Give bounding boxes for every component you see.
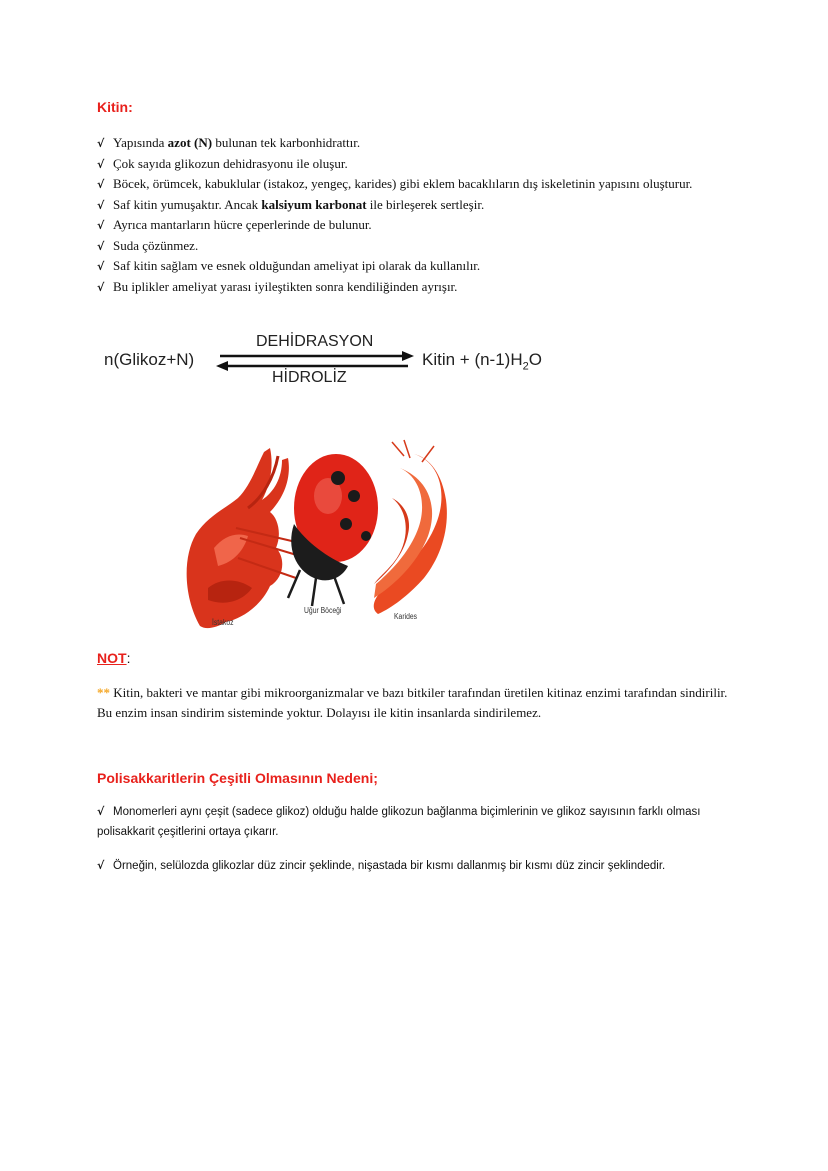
- lobster-icon: [187, 448, 300, 628]
- shrimp-caption: Karides: [394, 612, 418, 621]
- shrimp-icon: [374, 440, 447, 614]
- check-icon: √: [97, 859, 105, 872]
- bullet-text: Suda çözünmez.: [113, 237, 199, 253]
- check-icon: √: [97, 219, 105, 232]
- bullet-text: Böcek, örümcek, kabuklular (istakoz, yengeç, karides) gibi eklem bacaklıların dış iskeletinin yapısını oluşturur.: [113, 176, 693, 191]
- reaction-equation: [104, 328, 574, 398]
- check-icon: √: [97, 157, 105, 171]
- bullet-text: ile birleşerek sertleşir.: [366, 196, 485, 212]
- note-paragraph: [97, 683, 737, 723]
- polisakkarit-paragraph-2: [97, 856, 737, 876]
- note-heading: [97, 650, 130, 666]
- kitin-heading: Kitin:: [97, 99, 133, 115]
- polisakkarit-paragraph-1: [97, 802, 737, 842]
- list-item: [97, 215, 737, 236]
- list-item: [97, 236, 737, 257]
- paragraph-text: Örneğin, selülozda glikozlar düz zincir şeklinde, nişastada bir kısmı dallanmış bir kısmı düz zincir şeklindedir.: [113, 860, 666, 872]
- list-item: [97, 174, 737, 195]
- check-icon: √: [97, 239, 105, 253]
- equation-product: [422, 350, 542, 372]
- product-text-end: O: [528, 350, 542, 369]
- list-item: [97, 256, 737, 277]
- bullet-bold: kalsiyum karbonat: [261, 196, 367, 212]
- bullet-text: Ayrıca mantarların hücre çeperlerinde de bulunur.: [113, 217, 372, 232]
- arthropod-illustration: [178, 438, 456, 634]
- check-icon: √: [97, 137, 105, 150]
- list-item: [97, 133, 737, 154]
- check-icon: √: [97, 260, 105, 273]
- check-icon: √: [97, 280, 105, 294]
- bullet-text: bulunan tek karbonhidrattır.: [212, 135, 361, 150]
- ladybug-caption: Uğur Böceği: [304, 606, 342, 615]
- check-icon: √: [97, 178, 105, 191]
- note-title-text: NOT: [97, 650, 127, 666]
- polisakkarit-heading: Polisakkaritlerin Çeşitli Olmasının Nedeni;: [97, 770, 378, 786]
- list-item: [97, 195, 737, 216]
- asterisk-icon: **: [97, 685, 110, 700]
- lobster-caption: İstakoz: [212, 618, 234, 627]
- kitin-bullet-list: [97, 133, 737, 297]
- dehydration-label: DEHİDRASYON: [256, 333, 374, 350]
- product-subscript: 2: [522, 360, 529, 373]
- bullet-text: Saf kitin yumuşaktır. Ancak: [113, 196, 262, 212]
- paragraph-text: Monomerleri aynı çeşit (sadece glikoz) olduğu halde glikozun bağlanma biçimlerinin ve glikoz sayısının farklı olması polisakkarit çeşitlerini ortaya çıkarır.: [97, 806, 701, 838]
- bullet-text: Bu iplikler ameliyat yarası iyileştikten sonra kendiliğinden ayrışır.: [113, 278, 458, 294]
- note-colon: :: [126, 650, 131, 666]
- ladybug-icon: [288, 454, 378, 606]
- hydrolysis-label: HİDROLİZ: [272, 369, 347, 386]
- note-text: Kitin, bakteri ve mantar gibi mikroorganizmalar ve bazı bitkiler tarafından üretilen kitinaz enzimi tarafından sindirilir. Bu enzim insan sindirim sisteminde yoktur. Dolayısı ile kitin insanlarda sindirilemez.: [97, 685, 728, 720]
- list-item: [97, 277, 737, 298]
- arthropod-figure: [178, 438, 456, 634]
- bullet-bold: azot (N): [167, 135, 213, 150]
- equation-reactant: n(Glikoz+N): [104, 350, 195, 369]
- bullet-text: Yapısında: [113, 135, 168, 150]
- list-item: [97, 154, 737, 175]
- bullet-text: Saf kitin sağlam ve esnek olduğundan ameliyat ipi olarak da kullanılır.: [113, 258, 481, 273]
- check-icon: √: [97, 805, 105, 818]
- bullet-text: Çok sayıda glikozun dehidrasyonu ile oluşur.: [113, 155, 348, 171]
- product-text: Kitin + (n-1)H: [422, 350, 523, 369]
- check-icon: √: [97, 198, 105, 212]
